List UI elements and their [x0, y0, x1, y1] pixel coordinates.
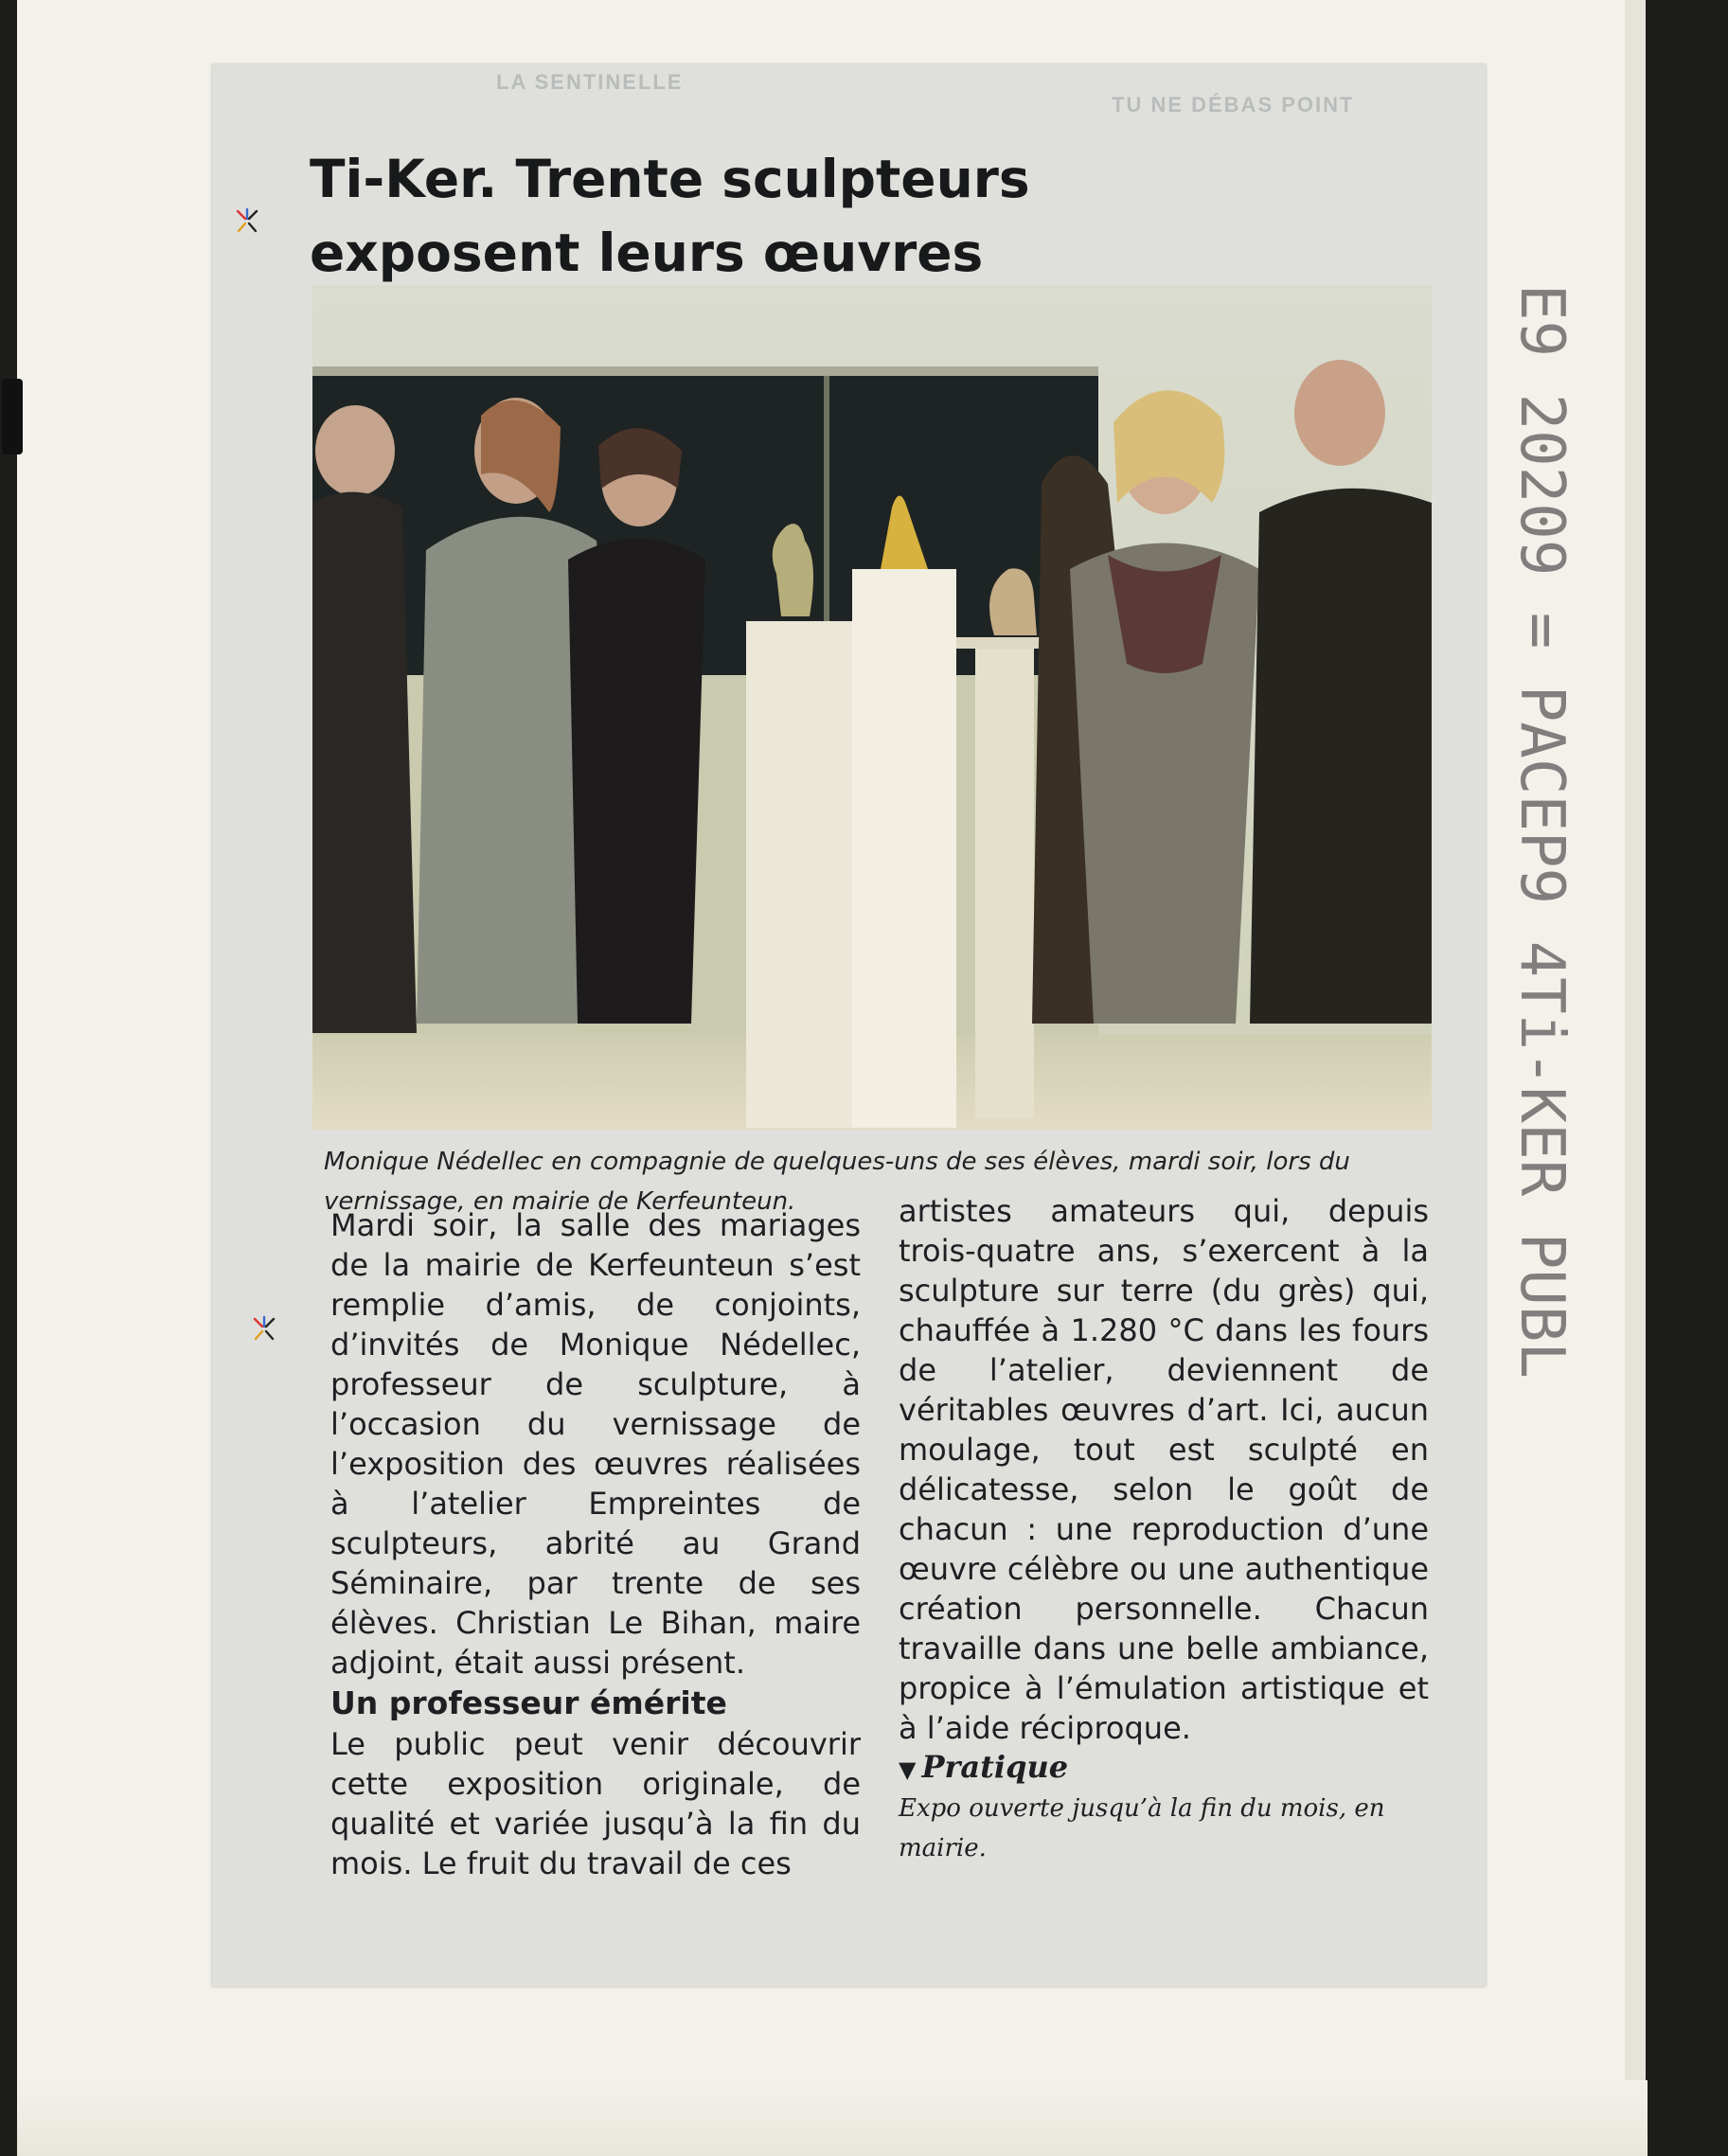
handwritten-note: [1465, 284, 1578, 1969]
headline-line-1: Ti-Ker. Trente sculpteurs: [310, 149, 1030, 209]
article-paragraph-2: Le public peut venir découvrir cette exposition originale, de qualité et variée jusqu’à la fin du mois. Le fruit du travail de ces: [330, 1726, 861, 1881]
article-photo: [312, 285, 1432, 1130]
bleed-through-text-right: TU NE DÉBAS POINT: [1112, 93, 1355, 116]
article-column-2: [899, 1191, 1429, 1868]
article-paragraph-3: artistes amateurs qui, depuis trois-quatre ans, s’exercent à la sculpture sur terre (du grès) qui, chauffée à 1.280 °C dans les fours de l’atelier, deviennent de véritables œuvres d’art. Ici, aucun moulage, tout est sculpté en délicatesse, selon le goût de chacun : une reproduction d’une œuvre célèbre ou une authentique création personnelle. Chacun travaille dans une belle ambiance, propice à l’émulation artistique et à l’aide réciproque.: [899, 1193, 1429, 1746]
article-paragraph-1: Mardi soir, la salle des mariages de la mairie de Kerfeunteun s’est remplie d’amis, de conjoints, d’invités de Monique Nédellec, professeur de sculpture, à l’occasion du vernissage de l’exposition des œuvres réalisées à l’atelier Empreintes de sculpteurs, abrité au Grand Séminaire, par trente de ses élèves. Christian Le Bihan, maire adjoint, était aussi présent.: [330, 1207, 861, 1681]
handwritten-note-text: E9 20209 = PACEP9 4Ti-KER PUBL: [1506, 284, 1577, 1379]
article-subheading: Un professeur émérite: [330, 1684, 727, 1721]
pratique-label: Pratique: [921, 1749, 1069, 1785]
article-column-1: [330, 1205, 861, 1883]
triangle-bullet-icon: ▼: [899, 1755, 917, 1783]
crop-mark-icon: [250, 1314, 278, 1343]
photo-caption: Monique Nédellec en compagnie de quelques-uns de ses élèves, mardi soir, lors du vernissage, en mairie de Kerfeunteun.: [324, 1148, 1350, 1216]
article-headline: [310, 142, 1351, 290]
pratique-text: Expo ouverte jusqu’à la fin du mois, en mairie.: [899, 1794, 1385, 1862]
bleed-through-text-left: LA SENTINELLE: [496, 70, 684, 94]
pratique-heading: [899, 1748, 1429, 1789]
binding-mark: [2, 379, 23, 454]
newspaper-clipping: [212, 64, 1486, 1987]
exhibition-photo: [312, 285, 1432, 1130]
headline-line-2: exposent leurs œuvres: [310, 223, 984, 283]
crop-mark-icon: [233, 206, 261, 235]
page-bottom-edge: [17, 2080, 1648, 2156]
